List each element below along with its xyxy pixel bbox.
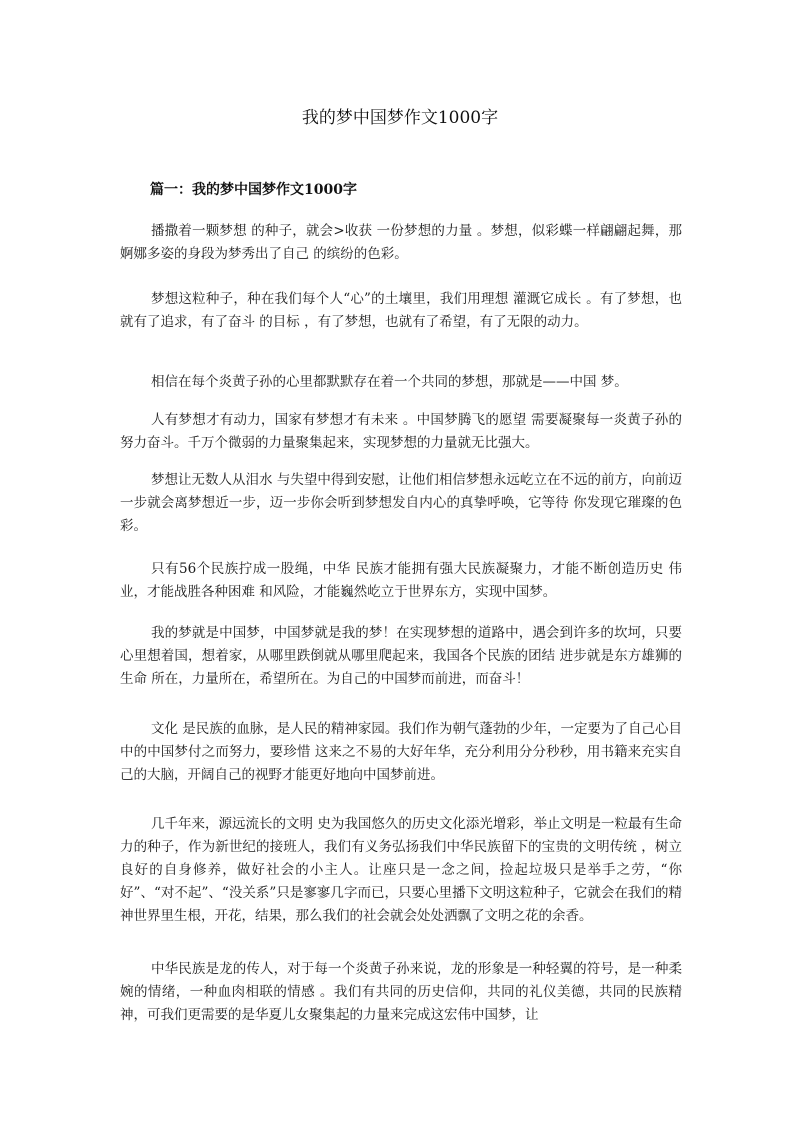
- paragraph-6: 只有56个民族拧成一股绳，中华 民族才能拥有强大民族凝聚力，才能不断创造历史 伟业，才能战胜各种困难 和风险，才能巍然屹立于世界东方，实现中国梦。: [120, 561, 682, 600]
- page-title: 我的梦中国梦作文1000字: [301, 108, 499, 128]
- paragraph-9: 几千年来，源远流长的文明 史为我国悠久的历史文化添光增彩，举止文明是一粒最有生命力的种子，作为新世纪的接班人，我们有义务弘扬我们中华民族留下的宝贵的文明传统 ，树立良好的自身修养，做好社会的小主人。让座只是一念之间，捡起垃圾只是举手之劳，“你好”、“对不起”、“没关系”只是寥寥几字而已，只要心里播下文明这粒种子，它就会在我们的精神世界里生根，开花，结果，那么我们的社会就会处处洒飘了文明之花的余香。: [120, 816, 682, 924]
- paragraph-10: 中华民族是龙的传人，对于每一个炎黄子孙来说，龙的形象是一种轻翼的符号，是一种柔婉的情绪，一种血肉相联的情感 。我们有共同的历史信仰，共同的礼仪美德，共同的民族精神，可我们更需要的是华夏儿女聚集起的力量来完成这宏伟中国梦，让: [120, 961, 682, 1023]
- paragraph-4: 人有梦想才有动力，国家有梦想才有未来 。中国梦腾飞的愿望 需要凝聚每一炎黄子孙的努力奋斗。千万个微弱的力量聚集起来，实现梦想的力量就无比强大。: [120, 412, 682, 451]
- paragraph-5: 梦想让无数人从泪水 与失望中得到安慰，让他们相信梦想永远屹立在不远的前方，向前迈一步就会离梦想近一步，迈一步你会听到梦想发自内心的真挚呼唤，它等待 你发现它璀璨的色彩。: [120, 472, 682, 534]
- paragraph-8: 文化 是民族的血脉，是人民的精神家园。我们作为朝气蓬勃的少年，一定要为了自己心目中的中国梦付之而努力，要珍惜 这来之不易的大好年华，充分利用分分秒秒，用书籍来充实自己的大脑，开阔自己的视野才能更好地向中国梦前进。: [120, 721, 682, 783]
- section-heading: 篇一：我的梦中国梦作文1000字: [150, 182, 357, 198]
- paragraph-1: 播撒着一颗梦想 的种子，就会>收获 一份梦想的力量 。梦想，似彩蝶一样翩翩起舞，那婀娜多姿的身段为梦秀出了自己 的缤纷的色彩。: [120, 223, 682, 262]
- paragraph-3: 相信在每个炎黄子孙的心里都默默存在着一个共同的梦想，那就是——中国 梦。: [151, 374, 628, 390]
- paragraph-7: 我的梦就是中国梦，中国梦就是我的梦！在实现梦想的道路中，遇会到许多的坎坷，只要心里想着国，想着家，从哪里跌倒就从哪里爬起来，我国各个民族的团结 进步就是东方雄狮的生命 所在，力量所在，希望所在。为自己的中国梦而前进，而奋斗！: [120, 625, 682, 687]
- paragraph-2: 梦想这粒种子，种在我们每个人“心”的土壤里，我们用理想 灌溉它成长 。有了梦想，也就有了追求，有了奋斗 的目标 ，有了梦想，也就有了希望，有了无限的动力。: [120, 291, 682, 330]
